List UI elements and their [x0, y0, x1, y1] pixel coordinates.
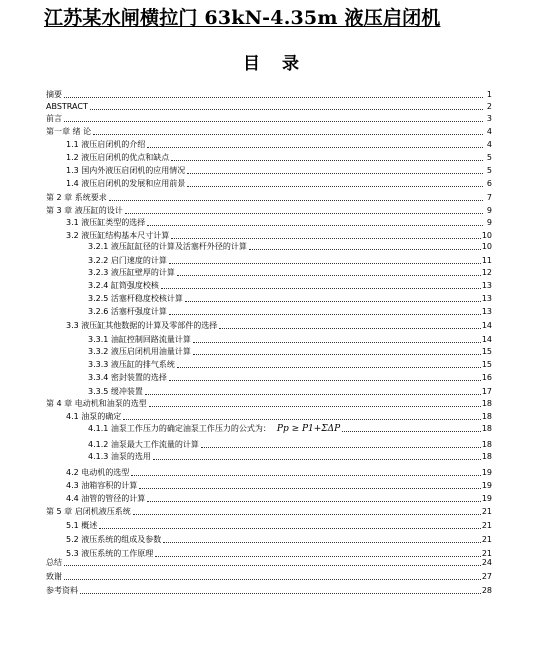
toc-entry-page-number: 13 — [481, 281, 492, 290]
toc-dot-leader — [109, 199, 483, 201]
toc-entry-page-number: 6 — [486, 179, 492, 188]
toc-entry-label: 3.3.5 缓冲装置 — [88, 387, 143, 396]
toc-entry[interactable] — [46, 584, 492, 596]
toc-entry-page-number: 10 — [481, 242, 492, 251]
toc-entry-label: 1.3 国内外液压启闭机的应用情况 — [66, 166, 186, 175]
toc-entry[interactable] — [66, 319, 492, 331]
toc-entry-label: 前言 — [46, 114, 62, 123]
toc-entry[interactable] — [66, 479, 492, 491]
toc-entry-page-number: 18 — [481, 452, 492, 461]
toc-entry[interactable] — [88, 240, 492, 252]
toc-dot-leader — [80, 592, 481, 594]
toc-entry-page-number: 11 — [481, 256, 492, 265]
toc-entry-label: 第 2 章 系统要求 — [46, 193, 107, 202]
toc-entry-label: 1.1 液压启闭机的介绍 — [66, 140, 146, 149]
toc-entry-page-number: 16 — [481, 373, 492, 382]
toc-entry-formula: Pp ≥ P1+ΣΔP — [276, 424, 341, 434]
toc-dot-leader — [185, 300, 481, 302]
toc-entry-page-number: 14 — [481, 321, 492, 330]
toc-entry-page-number: 9 — [486, 206, 492, 215]
toc-dot-leader — [342, 430, 481, 432]
toc-entry-label: 参考资料 — [46, 586, 78, 595]
toc-entry-label: 3.3.4 密封装置的选择 — [88, 373, 167, 382]
toc-entry-label: 3.3.3 液压缸的排气系统 — [88, 360, 175, 369]
toc-entry[interactable] — [88, 345, 492, 357]
toc-dot-leader — [171, 237, 481, 239]
toc-dot-leader — [187, 185, 483, 187]
toc-entry-label: ABSTRACT — [46, 102, 88, 111]
toc-dot-leader — [153, 458, 481, 460]
toc-entry-label: 4.3 油箱容积的计算 — [66, 481, 138, 490]
toc-dot-leader — [64, 578, 481, 580]
toc-entry-label: 第 5 章 启闭机液压系统 — [46, 507, 131, 516]
toc-entry-page-number: 10 — [481, 231, 492, 240]
toc-entry-label: 4.1.3 油泵的选用 — [88, 452, 151, 461]
toc-dot-leader — [125, 212, 483, 214]
toc-entry[interactable] — [88, 450, 492, 462]
toc-entry-label: 3.2.1 液压缸缸径的计算及活塞杆外径的计算 — [88, 242, 247, 251]
toc-entry[interactable] — [46, 570, 492, 582]
toc-entry-page-number: 21 — [481, 507, 492, 516]
toc-entry-page-number: 7 — [486, 193, 492, 202]
toc-dot-leader — [64, 120, 483, 122]
toc-entry-label: 5.2 液压系统的组成及参数 — [66, 535, 162, 544]
toc-entry-page-number: 18 — [481, 399, 492, 408]
toc-entry-label: 致谢 — [46, 572, 62, 581]
toc-entry[interactable] — [88, 266, 492, 278]
toc-entry-page-number: 24 — [481, 558, 492, 567]
toc-entry[interactable] — [88, 385, 492, 397]
toc-entry-page-number: 15 — [481, 360, 492, 369]
toc-entry-label: 3.1 液压缸类型的选择 — [66, 218, 146, 227]
toc-entry[interactable] — [46, 397, 492, 409]
toc-entry-page-number: 18 — [481, 424, 492, 433]
toc-dot-leader — [99, 527, 481, 529]
toc-entry-page-number: 5 — [486, 153, 492, 162]
toc-entry-label: 第 4 章 电动机和油泵的选型 — [46, 399, 147, 408]
document-title: 江苏某水闸横拉门 63kN-4.35m 液压启闭机 — [44, 7, 441, 29]
toc-dot-leader — [193, 353, 481, 355]
toc-dot-leader — [187, 172, 483, 174]
toc-entry-page-number: 21 — [481, 535, 492, 544]
toc-dot-leader — [147, 500, 481, 502]
toc-entry-page-number: 5 — [486, 166, 492, 175]
toc-dot-leader — [219, 327, 481, 329]
toc-dot-leader — [147, 224, 483, 226]
toc-dot-leader — [171, 159, 483, 161]
toc-entry-label: 3.2.5 活塞杆稳度校核计算 — [88, 294, 183, 303]
toc-entry[interactable] — [46, 204, 492, 216]
toc-entry-page-number: 9 — [486, 218, 492, 227]
toc-entry-label: 4.4 油管的管径的计算 — [66, 494, 146, 503]
toc-entry[interactable] — [66, 151, 492, 163]
toc-entry[interactable] — [46, 505, 492, 517]
toc-entry-label: 3.2.6 活塞杆强度计算 — [88, 307, 167, 316]
toc-entry[interactable] — [66, 164, 492, 176]
toc-entry-label: 1.4 液压启闭机的发展和应用前景 — [66, 179, 186, 188]
toc-entry-page-number: 19 — [481, 494, 492, 503]
toc-entry-page-number: 1 — [486, 90, 492, 99]
toc-dot-leader — [169, 262, 481, 264]
toc-entry-label: 4.1.2 油泵最大工作流量的计算 — [88, 440, 199, 449]
toc-entry-page-number: 21 — [481, 521, 492, 530]
toc-entry[interactable] — [66, 533, 492, 545]
toc-dot-leader — [131, 474, 481, 476]
toc-entry-page-number: 13 — [481, 294, 492, 303]
toc-dot-leader — [123, 418, 481, 420]
toc-dot-leader — [133, 513, 481, 515]
toc-entry-label: 3.3 液压缸其他数据的计算及零部件的选择 — [66, 321, 218, 330]
toc-entry[interactable] — [46, 191, 492, 203]
toc-entry-page-number: 19 — [481, 468, 492, 477]
toc-dot-leader — [177, 366, 481, 368]
toc-entry-page-number: 28 — [481, 586, 492, 595]
toc-entry[interactable] — [88, 305, 492, 317]
toc-entry-page-number: 17 — [481, 387, 492, 396]
toc-entry-page-number: 18 — [481, 412, 492, 421]
toc-entry-label: 第一章 绪 论 — [46, 127, 92, 136]
toc-entry[interactable] — [66, 177, 492, 189]
toc-entry[interactable] — [66, 138, 492, 150]
toc-entry[interactable] — [46, 556, 492, 568]
toc-entry[interactable] — [46, 112, 492, 124]
toc-entry[interactable] — [88, 422, 492, 434]
toc-entry-label: 3.2.2 启门速度的计算 — [88, 256, 167, 265]
toc-entry-label: 第 3 章 液压缸的设计 — [46, 206, 123, 215]
toc-entry-page-number: 4 — [486, 140, 492, 149]
toc-dot-leader — [161, 287, 481, 289]
toc-dot-leader — [177, 274, 481, 276]
toc-dot-leader — [90, 108, 483, 110]
toc-entry-page-number: 4 — [486, 127, 492, 136]
toc-dot-leader — [139, 487, 481, 489]
toc-entry-page-number: 18 — [481, 440, 492, 449]
toc-entry[interactable] — [66, 492, 492, 504]
toc-entry[interactable] — [66, 519, 492, 531]
toc-entry-page-number: 19 — [481, 481, 492, 490]
toc-entry-page-number: 2 — [486, 102, 492, 111]
toc-entry-label: 总结 — [46, 558, 62, 567]
toc-entry-label: 1.2 液压启闭机的优点和缺点 — [66, 153, 170, 162]
toc-heading: 目 录 — [243, 54, 307, 74]
toc-entry-label: 4.1.1 油泵工作压力的确定油泵工作压力的公式为： — [88, 424, 271, 433]
toc-entry-label: 3.3.2 液压启闭机用油量计算 — [88, 347, 191, 356]
toc-entry-page-number: 3 — [486, 114, 492, 123]
toc-dot-leader — [93, 133, 483, 135]
toc-entry-page-number: 14 — [481, 335, 492, 344]
toc-entry[interactable] — [46, 125, 492, 137]
toc-dot-leader — [149, 405, 481, 407]
toc-entry-page-number: 21 — [481, 549, 492, 558]
toc-entry[interactable] — [88, 292, 492, 304]
toc-entry-page-number: 13 — [481, 307, 492, 316]
toc-entry[interactable] — [66, 410, 492, 422]
toc-entry-page-number: 12 — [481, 268, 492, 277]
toc-entry-label: 3.2.4 缸筒强度校核 — [88, 281, 159, 290]
toc-entry-label: 3.2.3 液压缸壁厚的计算 — [88, 268, 175, 277]
toc-entry[interactable] — [66, 466, 492, 478]
toc-dot-leader — [64, 564, 481, 566]
toc-entry[interactable] — [88, 254, 492, 266]
toc-dot-leader — [163, 541, 481, 543]
toc-dot-leader — [201, 446, 481, 448]
toc-entry-label: 4.1 油泵的确定 — [66, 412, 122, 421]
toc-entry-page-number: 15 — [481, 347, 492, 356]
toc-dot-leader — [193, 341, 481, 343]
toc-entry[interactable] — [66, 216, 492, 228]
toc-entry-page-number: 27 — [481, 572, 492, 581]
toc-dot-leader — [64, 96, 483, 98]
toc-dot-leader — [145, 393, 481, 395]
toc-entry[interactable] — [88, 279, 492, 291]
toc-entry[interactable] — [46, 88, 492, 100]
toc-entry-label: 5.1 概述 — [66, 521, 98, 530]
toc-dot-leader — [249, 248, 481, 250]
toc-dot-leader — [147, 146, 483, 148]
toc-entry[interactable] — [46, 100, 492, 112]
toc-entry-label: 4.2 电动机的选型 — [66, 468, 130, 477]
toc-dot-leader — [169, 379, 481, 381]
toc-entry[interactable] — [88, 333, 492, 345]
toc-dot-leader — [169, 313, 481, 315]
toc-entry[interactable] — [88, 438, 492, 450]
toc-entry-label: 3.2 液压缸结构基本尺寸计算 — [66, 231, 170, 240]
toc-entry[interactable] — [88, 358, 492, 370]
toc-entry-label: 3.3.1 油缸控制回路流量计算 — [88, 335, 191, 344]
toc-entry-label: 5.3 液压系统的工作原理 — [66, 549, 154, 558]
toc-entry-label: 摘要 — [46, 90, 62, 99]
toc-entry[interactable] — [88, 371, 492, 383]
